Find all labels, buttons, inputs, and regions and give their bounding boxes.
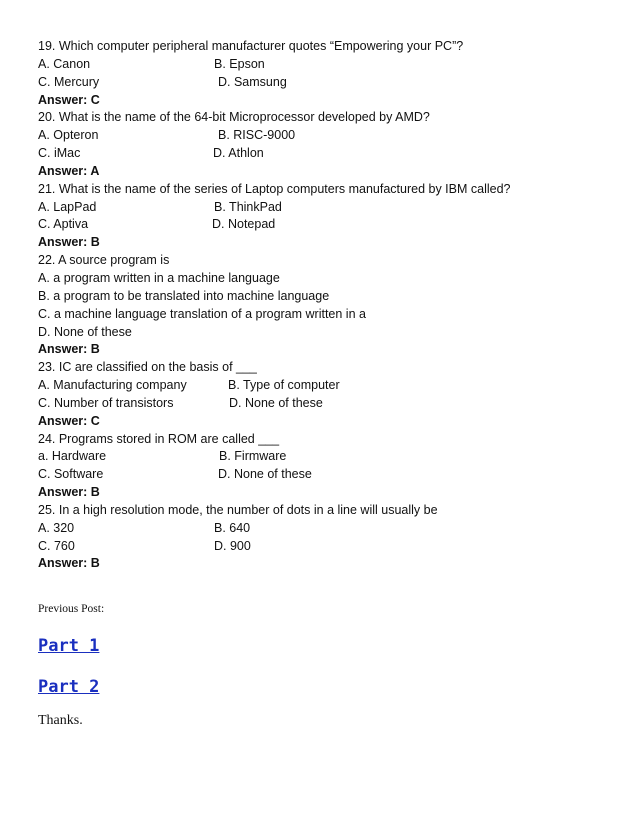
answer-21: Answer: B	[38, 235, 100, 250]
option-b: B. 640	[214, 520, 251, 535]
options-row	[38, 448, 618, 466]
question-20: 20. What is the name of the 64-bit Microprocessor developed by AMD?	[38, 110, 430, 125]
option-d: D. Samsung	[218, 74, 287, 89]
option-d: D. None of these	[38, 324, 132, 339]
option-d: D. None of these	[229, 395, 323, 410]
question-22: 22. A source program is	[38, 253, 170, 268]
option-a: A. LapPad	[38, 199, 97, 214]
options-row	[38, 520, 618, 538]
option-b: B. RISC-9000	[218, 128, 296, 143]
option-a: A. Opteron	[38, 128, 99, 143]
option-c: C. iMac	[38, 146, 81, 161]
option-b: B. Firmware	[219, 449, 287, 464]
option-d: D. Notepad	[212, 217, 276, 232]
option-a: a. Hardware	[38, 449, 107, 464]
option-a: A. Manufacturing company	[38, 378, 187, 393]
options-row	[38, 395, 618, 413]
option-b: B. ThinkPad	[214, 199, 282, 214]
option-c: C. Software	[38, 467, 104, 482]
option-d: D. None of these	[218, 467, 312, 482]
option-a: A. a program written in a machine language	[38, 270, 280, 285]
option-c: C. Aptiva	[38, 217, 89, 232]
question-25: 25. In a high resolution mode, the number of dots in a line will usually be	[38, 502, 438, 517]
options-row	[38, 216, 618, 234]
options-row	[38, 538, 618, 556]
question-24: 24. Programs stored in ROM are called ___	[38, 431, 280, 446]
answer-20: Answer: A	[38, 163, 100, 178]
part-1-link[interactable]: Part 1	[38, 636, 100, 656]
option-c: C. Number of transistors	[38, 395, 174, 410]
option-c: C. 760	[38, 538, 75, 553]
options-row	[38, 377, 618, 395]
options-row	[38, 56, 618, 74]
answer-23: Answer: C	[38, 413, 100, 428]
answer-19: Answer: C	[38, 92, 100, 107]
option-b: B. Epson	[214, 56, 265, 71]
option-c: C. a machine language translation of a program written in a	[38, 306, 366, 321]
option-d: D. 900	[214, 538, 251, 553]
answer-24: Answer: B	[38, 485, 100, 500]
options-row	[38, 74, 618, 92]
question-21: 21. What is the name of the series of Laptop computers manufactured by IBM called?	[38, 181, 511, 196]
option-d: D. Athlon	[213, 146, 264, 161]
options-row	[38, 145, 618, 163]
option-b: B. Type of computer	[228, 378, 340, 393]
answer-25: Answer: B	[38, 556, 100, 571]
option-a: A. 320	[38, 520, 75, 535]
answer-22: Answer: B	[38, 342, 100, 357]
options-row	[38, 199, 618, 217]
options-row	[38, 127, 618, 145]
option-b: B. a program to be translated into machine language	[38, 288, 330, 303]
previous-post-label: Previous Post:	[38, 603, 105, 615]
part-2-link[interactable]: Part 2	[38, 677, 100, 697]
question-19: 19. Which computer peripheral manufacturer quotes “Empowering your PC”?	[38, 39, 464, 53]
options-row	[38, 466, 618, 484]
option-c: C. Mercury	[38, 74, 100, 89]
option-a: A. Canon	[38, 56, 91, 71]
question-23: 23. IC are classified on the basis of ___	[38, 360, 257, 375]
thanks-text: Thanks.	[38, 713, 83, 728]
quiz-content	[38, 38, 618, 573]
